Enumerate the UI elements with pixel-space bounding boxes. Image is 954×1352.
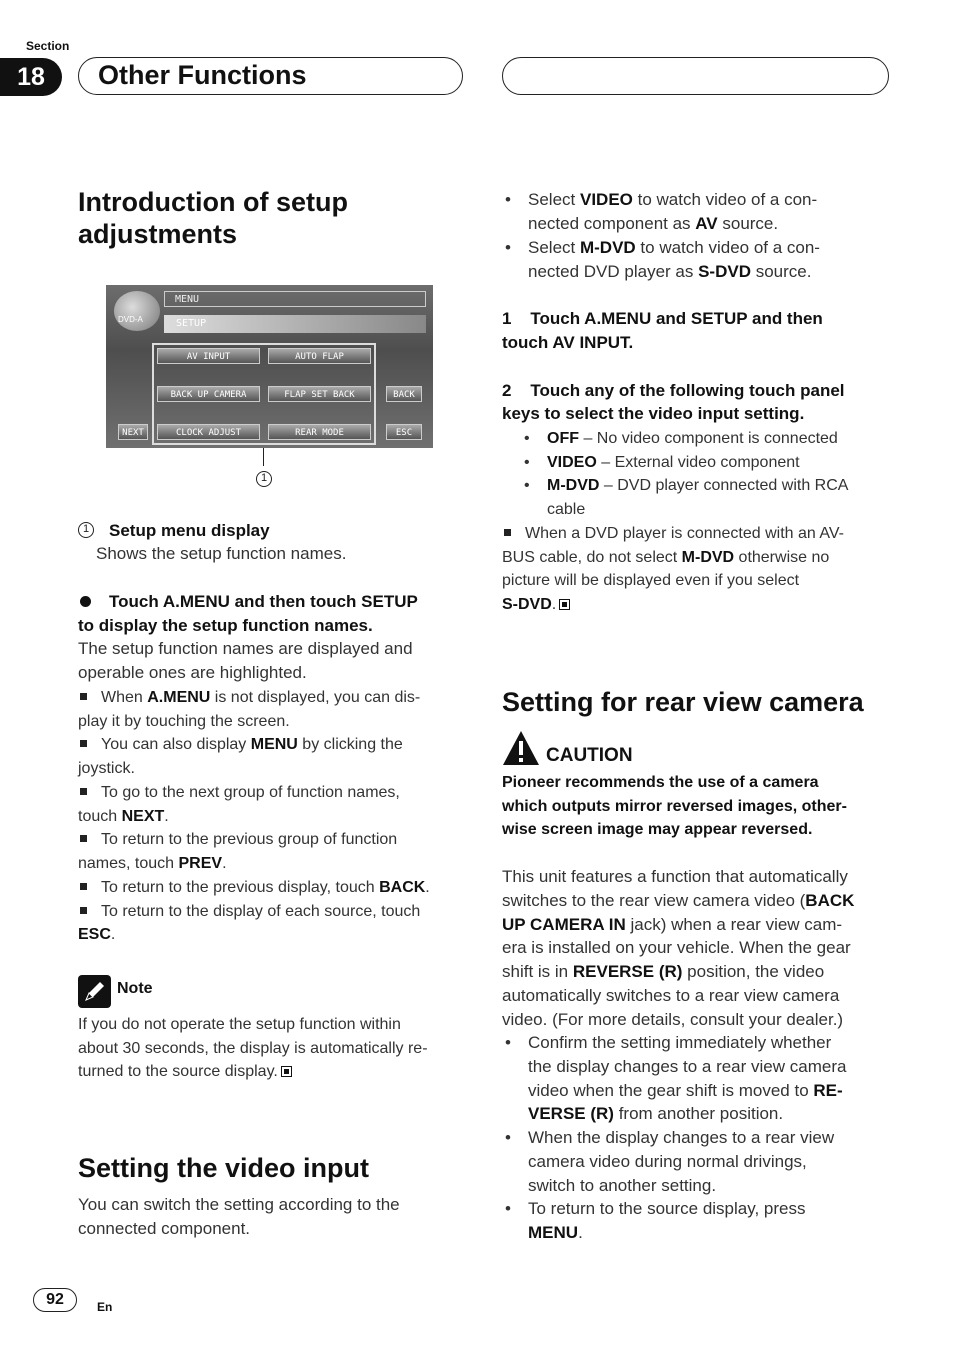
- bullet-dot: •: [524, 430, 530, 447]
- rear-camera-heading: Setting for rear view camera: [502, 687, 864, 717]
- note-line1: If you do not operate the setup function within: [78, 1016, 401, 1033]
- intro-heading-line1: Introduction of setup: [78, 187, 348, 217]
- video-step2-line1: 2 Touch any of the following touch panel: [502, 381, 845, 400]
- rear-para-line6: automatically switches to a rear view camera: [502, 986, 840, 1005]
- rear-para-line3: UP CAMERA IN jack) when a rear view cam-: [502, 915, 843, 934]
- page-number: 92: [33, 1288, 77, 1312]
- setup-menu-screen: [106, 285, 433, 448]
- intro-step-line2: to display the setup function names.: [78, 616, 373, 635]
- caution-line3: wise screen image may appear reversed.: [502, 821, 813, 838]
- warn-line3: picture will be displayed even if you select: [502, 572, 800, 589]
- rear-b2-line1: When the display changes to a rear view: [528, 1128, 835, 1147]
- rear-b2-line3: switch to another setting.: [528, 1176, 717, 1195]
- step-bullet-icon: [80, 596, 91, 607]
- rear-b2-line2: camera video during normal drivings,: [528, 1152, 807, 1171]
- rear-para-line2: switches to the rear view camera video (BACK: [502, 891, 855, 910]
- note-amenu-line2: play it by touching the screen.: [78, 713, 290, 730]
- rear-b3-line2: MENU.: [528, 1223, 583, 1242]
- clock-adjust-key[interactable]: CLOCK ADJUST: [157, 424, 260, 440]
- video-bullet1-line2: nected component as AV source.: [528, 214, 779, 233]
- rear-para-line4: era is installed on your vehicle. When the gear: [502, 938, 851, 957]
- caption-marker: 1: [78, 519, 94, 538]
- caution-label: CAUTION: [546, 745, 633, 766]
- intro-step-line1: Touch A.MENU and then touch SETUP: [109, 592, 418, 611]
- setup-bar: SETUP: [164, 315, 426, 333]
- intro-heading: [78, 186, 348, 250]
- note-prev-line2: names, touch PREV.: [78, 855, 227, 872]
- logo-text: DVD-A: [118, 315, 143, 324]
- rear-b1-line2: the display changes to a rear view camera: [528, 1057, 847, 1076]
- note-title: Note: [117, 980, 153, 997]
- note-line2: about 30 seconds, the display is automatically re-: [78, 1040, 428, 1057]
- callout-line: [263, 448, 264, 466]
- bullet-dot: •: [505, 1033, 511, 1052]
- rear-b1-line4: VERSE (R) from another position.: [528, 1104, 784, 1123]
- end-mark-icon: [559, 599, 570, 610]
- video-bullet2-line2: nected DVD player as S-DVD source.: [528, 262, 812, 281]
- bullet-dot: •: [505, 1199, 511, 1218]
- menu-bar: MENU: [164, 291, 426, 307]
- rear-para-line7: video. (For more details, consult your dealer.): [502, 1010, 844, 1029]
- video-desc-line1: You can switch the setting according to the: [78, 1195, 400, 1214]
- caution-line2: which outputs mirror reversed images, other-: [502, 798, 847, 815]
- section-number-badge: 18: [0, 58, 62, 96]
- rear-b1-line1: Confirm the setting immediately whether: [528, 1033, 832, 1052]
- back-up-camera-key[interactable]: BACK UP CAMERA: [157, 386, 260, 402]
- next-key[interactable]: NEXT: [118, 424, 148, 440]
- bullet-dot: •: [505, 190, 511, 209]
- header-empty-frame: [502, 57, 889, 95]
- section-label: Section: [26, 39, 70, 53]
- option-mdvd: M-DVD – DVD player connected with RCA: [547, 477, 849, 494]
- caution-triangle-icon: [502, 730, 540, 766]
- back-key[interactable]: BACK: [386, 386, 422, 402]
- warn-line1: When a DVD player is connected with an AV-: [504, 522, 844, 546]
- bullet-dot: •: [505, 238, 511, 257]
- note-back: To return to the previous display, touch BACK.: [80, 876, 430, 900]
- video-step1-line2: touch AV INPUT.: [502, 333, 634, 352]
- esc-key[interactable]: ESC: [386, 424, 422, 440]
- note-esc-line2: ESC.: [78, 926, 116, 943]
- note-prev-line1: To return to the previous group of function: [80, 828, 397, 852]
- note-line3: turned to the source display.: [78, 1060, 292, 1084]
- option-video: VIDEO – External video component: [547, 454, 800, 471]
- end-mark-icon: [281, 1066, 292, 1077]
- bullet-dot: •: [505, 1128, 511, 1147]
- bullet-dot: •: [524, 477, 530, 494]
- caution-line1: Pioneer recommends the use of a camera: [502, 774, 819, 791]
- rear-para-line1: This unit features a function that automatically: [502, 867, 848, 886]
- video-step1-line1: 1 Touch A.MENU and SETUP and then: [502, 309, 823, 328]
- caption-title: Setup menu display: [109, 521, 270, 540]
- auto-flap-key[interactable]: AUTO FLAP: [268, 348, 371, 364]
- video-bullet2-line1: Select M-DVD to watch video of a con-: [528, 238, 820, 257]
- rear-b3-line1: To return to the source display, press: [528, 1199, 806, 1218]
- intro-heading-line2: adjustments: [78, 219, 238, 249]
- bullet-dot: •: [524, 454, 530, 471]
- callout-marker: 1: [256, 468, 272, 487]
- note-esc-line1: To return to the display of each source, touch: [80, 900, 420, 924]
- rear-para-line5: shift is in REVERSE (R) position, the video: [502, 962, 825, 981]
- note-next-line1: To go to the next group of function names,: [80, 781, 400, 805]
- warn-line4: S-DVD.: [502, 593, 570, 617]
- video-desc-line2: connected component.: [78, 1219, 251, 1238]
- warn-line2: BUS cable, do not select M-DVD otherwise no: [502, 549, 830, 566]
- language-label: En: [97, 1300, 113, 1314]
- flap-set-back-key[interactable]: FLAP SET BACK: [268, 386, 371, 402]
- intro-desc-line1: The setup function names are displayed and: [78, 639, 413, 658]
- rear-b1-line3: video when the gear shift is moved to RE-: [528, 1081, 843, 1100]
- dvd-logo: [114, 291, 160, 331]
- video-input-heading: Setting the video input: [78, 1153, 369, 1183]
- rear-mode-key[interactable]: REAR MODE: [268, 424, 371, 440]
- note-menu-line1: You can also display MENU by clicking the: [80, 733, 403, 757]
- intro-desc-line2: operable ones are highlighted.: [78, 663, 307, 682]
- note-menu-line2: joystick.: [78, 760, 135, 777]
- video-step2-line2: keys to select the video input setting.: [502, 404, 805, 423]
- note-pencil-icon: [78, 975, 111, 1008]
- note-next-line2: touch NEXT.: [78, 808, 169, 825]
- caption-text: Shows the setup function names.: [96, 544, 347, 563]
- option-off: OFF – No video component is connected: [547, 430, 838, 447]
- option-mdvd-cont: cable: [547, 501, 586, 518]
- note-amenu-line1: When A.MENU is not displayed, you can dis-: [80, 686, 420, 710]
- section-title: Other Functions: [98, 60, 307, 90]
- av-input-key[interactable]: AV INPUT: [157, 348, 260, 364]
- video-bullet1-line1: Select VIDEO to watch video of a con-: [528, 190, 818, 209]
